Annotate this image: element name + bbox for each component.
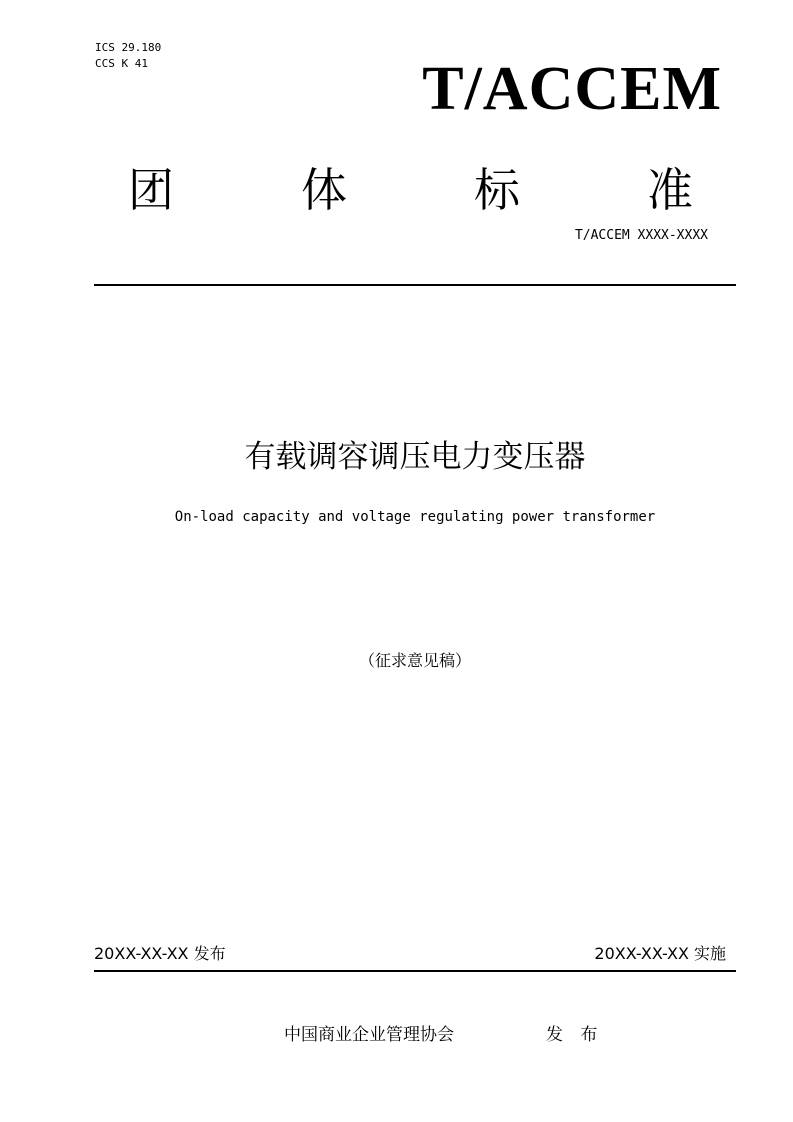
standard-type-char: 标 [474,163,520,217]
implement-date: 20XX-XX-XX 实施 [594,944,726,963]
standard-type-char: 团 [128,163,174,217]
draft-status: （征求意见稿） [358,651,471,670]
standard-type-char: 体 [301,163,347,217]
classification-codes [95,40,161,72]
publish-date: 20XX-XX-XX 发布 [94,944,226,963]
bottom-divider [94,970,736,972]
ccs-code: CCS K 41 [95,57,148,70]
standard-type-char: 准 [647,163,693,217]
document-title-english: On-load capacity and voltage regulating power transformer [174,509,656,525]
ics-code: ICS 29.180 [95,41,162,54]
issue-label: 发 布 [546,1025,604,1045]
association-logo-text: T/ACCEM [422,55,722,123]
issuing-organization: 中国商业企业管理协会 [284,1025,454,1045]
standard-type-heading [128,160,693,220]
standard-number: T/ACCEM XXXX-XXXX [574,228,708,243]
top-divider [94,284,736,286]
document-title-chinese: 有载调容调压电力变压器 [244,439,586,475]
